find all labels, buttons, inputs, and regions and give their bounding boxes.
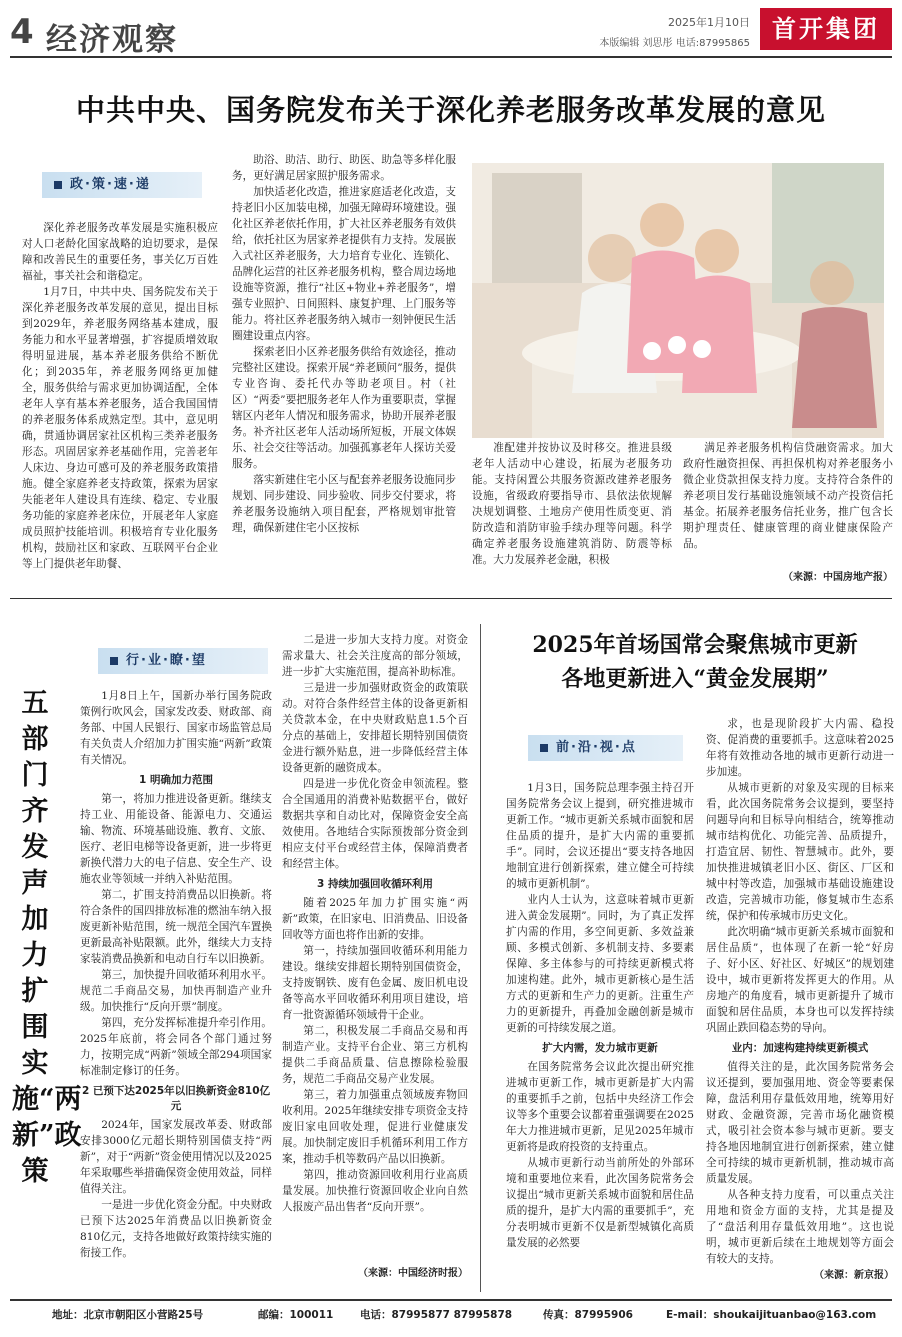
page-number: 4 [10, 12, 35, 52]
subheading: 1 明确加力范围 [139, 774, 213, 786]
tag-industry [98, 648, 268, 674]
elderly-care-photo [472, 163, 884, 438]
tag-frontier [528, 735, 683, 761]
article2-column1 [80, 688, 272, 1288]
header-rule [10, 56, 892, 58]
paragraph: 第二，扩围支持消费品以旧换新。将符合条件的国四排放标准的燃油车纳入报废更新补贴范围，统一规范全国汽车置换更新最高补贴限额。此外，继续大力支持家装消费品换新和电动自行车以旧换新。 [80, 889, 272, 965]
section-tag-marker-icon [54, 181, 62, 189]
tag-label: 政·策·速·递 [70, 177, 151, 192]
paragraph: 1月3日，国务院总理李强主持召开国务院常务会议上提到，研究推进城市更新工作。“城市更新关系城市面貌和居住品质的提升，是扩大内需的重要抓手”。同时，会议还提出“要支持各地因地制宜进行创新探索，建立健全可持续的城市更新机制”。 [506, 782, 694, 890]
brand-logo: 首开集团 [760, 8, 892, 50]
footer-rule [10, 1299, 892, 1301]
tag-label: 行·业·瞭·望 [126, 653, 207, 668]
paragraph: 准配建并按协议及时移交。推进县级老年人活动中心建设，拓展为老服务功能。支持闲置公共服务资源改建养老服务设施，省级政府要指导市、县依法依规解决规划调整、土地房产使用性质变更、消防改造和消防审验手续办理等问题。科学确定养老服务设施建筑消防、防震等标准。大力发展养老金融，积极 [472, 442, 672, 566]
paragraph: 第三，着力加强重点领域废弃物回收利用。2025年继续安排专项资金支持废旧家电回收处理，促进行业健康发展。加快制定废旧手机循环利用工作方案，推动手机等数码产品以旧换新。 [282, 1089, 468, 1165]
article2-source: （来源：中国经济时报） [358, 1268, 468, 1279]
editor-info: 本版编辑 刘思彤 电话:87995865 [599, 38, 750, 49]
article2-headline: 五部门齐发声 加力扩围实施“两新”政策 [12, 688, 82, 1187]
footer-address: 地址：北京市朝阳区小营路25号 [52, 1309, 204, 1321]
paragraph: 业内人士认为，这意味着城市更新进入黄金发展期”。同时，为了真正发挥扩内需的作用，多空间更新、多效益兼顾、多模式创新、多机制支持、多要素保障、多主体参与的可持续更新模式将加速构建。此外，城市更新核心是生活方式的更新和生产力的更新。注重生产力的更新提升，再叠加金融创新是城市更新的可持续发展之道。 [506, 894, 694, 1034]
paragraph: 第二，积极发展二手商品交易和再制造产业。支持平台企业、第三方机构提供二手商品质量、信息擦除检验服务，规范二手商品交易产业发展。 [282, 1025, 468, 1085]
paragraph: 四是进一步优化资金申领流程。整合全国通用的消费补贴数据平台，做好数据共享和自动比对，保障资金安全高效使用。各地结合实际预拨部分资金到相应支付平台或经营主体，保障消费者和经营主体。 [282, 778, 468, 870]
article1-column1 [22, 220, 218, 590]
mid-rule [10, 598, 892, 599]
article2-column2 [282, 632, 468, 1260]
article3-column1 [506, 780, 694, 1290]
section-tag-marker-icon [110, 657, 118, 665]
column-divider [480, 624, 481, 1292]
subheading: 2 已预下达2025年以旧换新资金810亿元 [81, 1085, 271, 1112]
headline-line1: 2025年首场国常会聚焦城市更新 [532, 632, 858, 658]
paragraph: 三是进一步加强财政资金的政策联动。对符合条件经营主体的设备更新相关贷款本金，在中央财政贴息1.5个百分点的基础上，安排超长期特别国债资金进行额外贴息，进一步降低经营主体设备更新的融资成本。 [282, 682, 468, 774]
paragraph: 从城市更新的对象及实现的目标来看，此次国务院常务会议提到，要坚持问题导向和目标导向相结合，统筹推动城市结构优化、功能完善、品质提升，打造宜居、韧性、智慧城市。此外，要加快推进城镇老旧小区、街区、厂区和城中村等改造，加强城市基础设施建设改造，完善城市功能，修复城市生态系统，保护和传承城市历史文化。 [706, 782, 894, 922]
tag-policy [42, 172, 202, 198]
footer-phone: 电话：87995877 87995878 [360, 1309, 513, 1321]
paragraph: 深化养老服务改革发展是实施积极应对人口老龄化国家战略的迫切要求，是保障和改善民生的重要任务，事关亿万百姓福祉，事关社会和谐稳定。 [22, 222, 218, 282]
footer-postcode: 邮编：100011 [258, 1309, 334, 1321]
paragraph: 此次明确“城市更新关系城市面貌和居住品质”，也体现了在新一轮“好房子、好小区、好社区、好城区”的规划建设中，城市更新将发挥更大的作用。从房地产的角度看，城市更新提升了城市面貌和居住品质，本身也可以发挥持续巩固止跌回稳态势的导向。 [706, 926, 894, 1034]
subheading: 扩大内需，发力城市更新 [542, 1042, 658, 1054]
paragraph: 1月8日上午，国新办举行国务院政策例行吹风会，国家发改委、财政部、商务部、中国人民银行、国家市场监管总局有关负责人介绍加力扩围实施“两新”政策有关情况。 [80, 690, 272, 766]
paragraph: 二是进一步加大支持力度。对资金需求量大、社会关注度高的部分领域，进一步扩大实施范围，提高补助标准。 [282, 634, 468, 678]
article3-column2 [706, 716, 894, 1264]
paragraph: 从城市更新行动当前所处的外部环境和重要地位来看，此次国务院常务会议提出“城市更新关系城市面貌和居住品质的提升，是扩大内需的重要抓手”，充分表明城市更新不仅是新型城镇化高质量发展的必然要 [506, 1157, 694, 1249]
footer-email[interactable]: E-mail：shoukaijituanbao@163.com [666, 1309, 877, 1321]
paragraph: 第一，持续加强回收循环利用能力建设。继续安排超长期特别国债资金，支持废钢铁、废有色金属、废旧机电设备等高水平回收循环利用项目建设，培育一批资源循环领域骨干企业。 [282, 945, 468, 1021]
paragraph: 第四，充分发挥标准提升牵引作用。2025年底前，将会同各个部门通过努力，按期完成“两新”领域全部294项国家标准制定修订的任务。 [80, 1017, 272, 1077]
article1-column2 [232, 152, 456, 590]
paragraph: 一是进一步优化资金分配。中央财政已预下达2025年消费品以旧换新资金810亿元，支持各地做好政策持续实施的衔接工作。 [80, 1199, 272, 1259]
issue-date: 2025年1月10日 [668, 16, 750, 29]
article1-source: （来源：中国房地产报） [783, 572, 893, 583]
article3-headline [495, 628, 895, 696]
paragraph: 加快适老化改造，推进家庭适老化改造，支持老旧小区加装电梯，加强无障碍环境建设。强化社区养老依托作用，扩大社区养老服务有效供给，依托社区为居家养老提供有力支持。发展嵌入式社区养老服务，大力培育专业化、连锁化、品牌化运营的社区养老服务机构，整合周边场地设施等资源，推行“社区+物业+养老服务”，增强专业照护、日间照料、康复护理、上门服务等能力。将社区养老服务纳入城市一刻钟便民生活圈建设重点内容。 [232, 186, 456, 342]
paragraph: 随着2025年加力扩围实施“两新”政策，在旧家电、旧消费品、旧设备回收等方面也将作出新的安排。 [282, 897, 468, 941]
paragraph: 第一，将加力推进设备更新。继续支持工业、用能设备、能源电力、交通运输、物流、环境基础设施、教育、文旅、医疗、老旧电梯等设备更新，进一步将更新换代潜力大的电子信息、安全生产、设施农业等领域一并纳入补贴范围。 [80, 793, 272, 885]
paragraph: 第四，推动资源回收利用行业高质量发展。加快推行资源回收企业向自然人报废产品出售者“反向开票”。 [282, 1169, 468, 1213]
subheading: 3 持续加强回收循环利用 [317, 878, 433, 890]
paragraph: 落实新建住宅小区与配套养老服务设施同步规划、同步建设、同步验收、同步交付要求，将养老服务设施纳入项目配套，严格规划审批管理，确保新建住宅小区按标 [232, 474, 456, 534]
paragraph: 值得关注的是，此次国务院常务会议还提到，要加强用地、资金等要素保障，盘活利用存量低效用地，统筹用好财政、金融资源，完善市场化融资模式，吸引社会资本参与城市更新。要支持各地因地制宜进行创新探索，建立健全可持续的城市更新机制，推动城市高质量发展。 [706, 1061, 894, 1185]
footer-fax: 传真：87995906 [543, 1309, 633, 1321]
paragraph: 求，也是现阶段扩大内需、稳投资、促消费的重要抓手。这意味着2025年将有效推动各地的城市更新行动进一步加速。 [706, 718, 894, 778]
tag-label: 前·沿·视·点 [556, 740, 637, 755]
paragraph: 满足养老服务机构信贷融资需求。加大政府性融资担保、再担保机构对养老服务小微企业贷款担保支持力度。支持符合条件的养老项目发行基础设施领域不动产投资信托基金。拓展养老服务信托业务，推广包含长期护理责任、健康管理的商业健康保险产品。 [683, 442, 893, 550]
paragraph: 探索老旧小区养老服务供给有效途径，推动完整社区建设。探索开展“养老顾问”服务，提供专业咨询、委托代办等助老项目。村（社区）“两委”要把服务老年人作为重要职责，掌握辖区内老年人情况和服务需求，协助开展养老服务。补齐社区老年人活动场所短板，开展文体娱乐、社会交往等活动。加强孤寡老年人探访关爱服务。 [232, 346, 456, 470]
main-headline: 中共中央、国务院发布关于深化养老服务改革发展的意见 [75, 93, 826, 127]
article1-column3 [472, 440, 672, 580]
paragraph: 从各种支持力度看，可以重点关注用地和资金方面的支持，尤其是提及了“盘活利用存量低效用地”。这也说明，城市更新后续在土地规划等方面会有较大的支持。 [706, 1189, 894, 1264]
paragraph: 助浴、助洁、助行、助医、助急等多样化服务，更好满足居家照护服务需求。 [232, 154, 456, 182]
section-title: 经济观察 [46, 22, 178, 58]
footer [0, 1303, 902, 1327]
paragraph: 2024年，国家发展改革委、财政部安排3000亿元超长期特别国债支持“两新”，对于“两新”资金使用情况以及2025年采取哪些举措确保资金使用效益，同样值得关注。 [80, 1119, 272, 1195]
headline-line2: 各地更新进入“黄金发展期” [561, 666, 829, 692]
paragraph: 1月7日，中共中央、国务院发布关于深化养老服务改革发展的意见，提出目标到2029年，养老服务网络基本建成，服务能力和水平显著增强，扩容提质增效取得明显进展，基本养老服务供给不断优化；到2035年，养老服务网络更加健全，服务供给与需求更加协调适配，全体老年人享有基本养老服务，适合我国国情的养老服务体系成熟定型。其中，意见明确，贯通协调居家社区机构三类养老服务形态。巩固居家养老基础作用，完善老年人床边、身边可感可及的养老服务政策措施。健全家庭养老支持政策，探索为居家失能老年人建设具有连续、稳定、专业服务功能的家庭养老床位，开展老年人家庭成员照护技能培训。积极培育专业化服务机构，鼓励社区和家政、互联网平台企业等上门提供老年助餐、 [22, 286, 218, 570]
section-tag-marker-icon [540, 744, 548, 752]
paragraph: 在国务院常务会议此次提出研究推进城市更新工作，城市更新是扩大内需的重要抓手之前，包括中央经济工作会议等多个重要会议都着重强调要在2025年大力推进城市更新，足见2025年城市更新将是政府投资的支持重点。 [506, 1061, 694, 1153]
article3-source: （来源：新京报） [814, 1270, 894, 1281]
article1-column4 [683, 440, 893, 570]
paragraph: 第三，加快提升回收循环利用水平。规范二手商品交易，加快再制造产业升级。加快推行“反向开票”制度。 [80, 969, 272, 1013]
subheading: 业内：加速构建持续更新模式 [731, 1042, 869, 1054]
